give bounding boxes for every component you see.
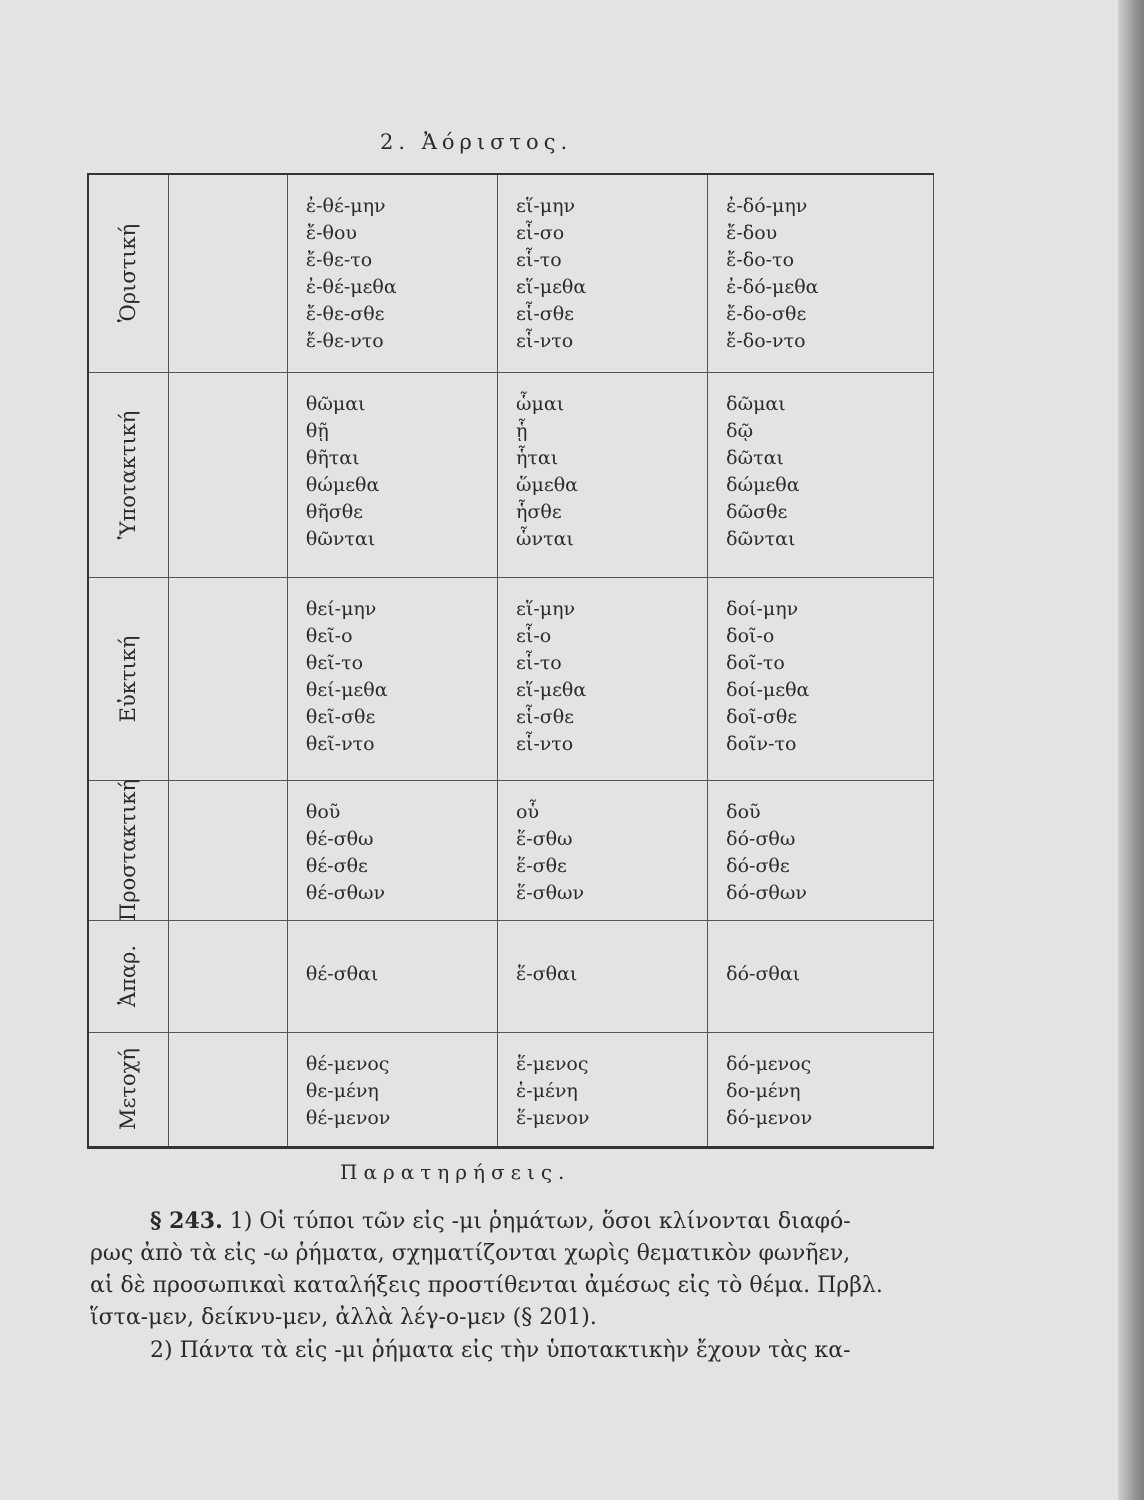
verb-column-cell	[498, 372, 708, 577]
verb-column-cell	[498, 577, 708, 780]
verb-form: ἕ-σθω	[516, 827, 573, 850]
verb-form: ἔ-δου	[726, 222, 778, 244]
verb-form: εἵ-μην	[516, 597, 576, 620]
verb-column-cell	[498, 174, 708, 372]
mood-row	[88, 372, 934, 577]
verb-form: ἔ-δο-σθε	[726, 303, 807, 325]
verb-form: ἔ-θου	[305, 222, 357, 244]
verb-form: δο-μένη	[726, 1079, 801, 1102]
verb-form: δό-μενος	[726, 1052, 812, 1075]
mood-row	[88, 920, 934, 1032]
verb-form: ἔ-θε-σθε	[305, 303, 385, 325]
verb-form: δῷ	[726, 419, 754, 442]
verb-form: ἔ-δο-το	[726, 249, 795, 271]
verb-form: θέ-σθων	[305, 881, 386, 904]
page-edge	[1118, 0, 1144, 1500]
verb-column-cell	[498, 780, 708, 920]
mood-label-cell	[88, 372, 168, 577]
verb-form: εἵ-μεθα	[516, 678, 587, 701]
verb-form: εἵ-μην	[516, 195, 576, 217]
verb-column-cell	[287, 372, 497, 577]
verb-form: θῇ	[305, 419, 329, 442]
mood-row	[88, 1032, 934, 1147]
empty-column-cell	[168, 780, 287, 920]
verb-form: ἔ-θε-ντο	[305, 330, 384, 352]
mood-label: Ὑποτακτική	[116, 410, 141, 539]
verb-form: ἕ-μενος	[516, 1052, 589, 1075]
note-1-line-2: ρως ἀπὸ τὰ εἰς -ω ῥήματα, σχηματίζονται χωρὶς θεματικὸν φωνῆεν,	[90, 1241, 851, 1266]
verb-form: εἷ-σθε	[516, 705, 574, 728]
verb-column-cell	[287, 920, 497, 1032]
verb-form: δοῦ	[726, 800, 761, 823]
mood-label: Ἀπαρ.	[116, 944, 141, 1008]
verb-form: ἧσθε	[516, 500, 562, 523]
mood-label-cell	[88, 920, 168, 1032]
mood-label-cell	[88, 1032, 168, 1147]
verb-column-cell	[708, 174, 934, 372]
verb-form: εἷ-το	[516, 249, 562, 271]
note-paragraph-1	[90, 1205, 940, 1334]
verb-form: ἕ-σθε	[516, 854, 567, 877]
verb-column-cell	[498, 1032, 708, 1147]
section-number: § 243.	[150, 1208, 223, 1234]
note-1-line-4: ἵστα-μεν, δείκνυ-μεν, ἀλλὰ λέγ-ο-μεν (§ 201).	[90, 1305, 597, 1330]
empty-column-cell	[168, 1032, 287, 1147]
verb-form: δό-σθω	[726, 827, 796, 850]
verb-form: θεί-μεθα	[305, 678, 388, 701]
verb-form: δοῖν-το	[726, 732, 797, 755]
verb-form: θεί-μην	[305, 597, 377, 620]
verb-form: θῶνται	[305, 527, 376, 550]
empty-column-cell	[168, 174, 287, 372]
verb-column-cell	[498, 920, 708, 1032]
verb-form: ἐ-δό-μην	[726, 195, 808, 217]
verb-form: εἷ-το	[516, 651, 562, 674]
verb-form: δῶσθε	[726, 500, 788, 523]
section-title: 2. Ἀόριστος.	[380, 130, 573, 154]
verb-form: ἕ-σθων	[516, 881, 585, 904]
verb-column-cell	[708, 577, 934, 780]
verb-form: δῶμαι	[726, 392, 786, 415]
verb-form: θέ-σθαι	[305, 962, 379, 985]
verb-form: ἕ-μενον	[516, 1106, 590, 1129]
verb-form: δῶται	[726, 446, 784, 469]
verb-column-cell	[708, 780, 934, 920]
note-1-line-1	[150, 1205, 940, 1238]
verb-form: εἷ-ο	[516, 624, 552, 647]
verb-form: εἵ-μεθα	[516, 276, 587, 298]
mood-label: Εὐκτική	[116, 635, 141, 722]
verb-form: ἔ-θε-το	[305, 249, 373, 271]
verb-column-cell	[287, 780, 497, 920]
verb-form: εἷ-σθε	[516, 303, 574, 325]
verb-form: ὧμαι	[516, 392, 565, 415]
verb-form: θῆσθε	[305, 500, 363, 523]
verb-form: δοί-μην	[726, 597, 799, 620]
verb-form: θεῖ-το	[305, 651, 364, 674]
empty-column-cell	[168, 577, 287, 780]
verb-column-cell	[287, 577, 497, 780]
verb-form: θέ-σθε	[305, 854, 368, 877]
aorist-paradigm-table	[87, 173, 934, 1149]
verb-form: θέ-μενον	[305, 1106, 391, 1129]
verb-form: ἑ-μένη	[516, 1079, 578, 1102]
empty-column-cell	[168, 920, 287, 1032]
verb-form: δοῖ-σθε	[726, 705, 798, 728]
verb-form: δώμεθα	[726, 473, 800, 496]
verb-form: ἧται	[516, 446, 559, 469]
verb-form: θῆται	[305, 446, 360, 469]
verb-form: δό-σθαι	[726, 962, 801, 985]
verb-form: θέ-μενος	[305, 1052, 390, 1075]
mood-label-cell	[88, 577, 168, 780]
mood-label: Μετοχή	[116, 1048, 141, 1130]
verb-form: οὗ	[516, 800, 540, 823]
verb-form: θεῖ-ντο	[305, 732, 375, 755]
verb-form: θεῖ-σθε	[305, 705, 376, 728]
verb-column-cell	[708, 372, 934, 577]
verb-form: δοῖ-το	[726, 651, 785, 674]
verb-form: θῶμαι	[305, 392, 366, 415]
verb-form: θέ-σθω	[305, 827, 374, 850]
verb-form: ἕ-σθαι	[516, 962, 578, 985]
verb-form: θώμεθα	[305, 473, 380, 496]
mood-label: Ὁριστική	[116, 223, 141, 323]
verb-form: θεῖ-ο	[305, 624, 353, 647]
mood-row	[88, 780, 934, 920]
verb-form: ἐ-θέ-μην	[305, 195, 386, 217]
mood-label: Προστακτική	[116, 778, 141, 922]
verb-form: ἐ-θέ-μεθα	[305, 276, 397, 298]
verb-form: ἔ-δο-ντο	[726, 330, 806, 352]
mood-row	[88, 577, 934, 780]
note-1-line-3: αἱ δὲ προσωπικαὶ καταλήξεις προστίθενται ἀμέσως εἰς τὸ θέμα. Πρβλ.	[90, 1273, 883, 1298]
empty-column-cell	[168, 372, 287, 577]
verb-form: ὧνται	[516, 527, 574, 550]
verb-form: εἷ-ντο	[516, 330, 574, 352]
mood-label-cell	[88, 780, 168, 920]
note-2-line-1: 2) Πάντα τὰ εἰς -μι ῥήματα εἰς τὴν ὑποτακτικὴν ἔχουν τὰς κα-	[150, 1338, 851, 1363]
notes-title: Παρατηρήσεις.	[340, 1160, 571, 1184]
mood-row	[88, 174, 934, 372]
note-1-text-1: 1) Οἱ τύποι τῶν εἰς -μι ῥημάτων, ὅσοι κλίνονται διαφό-	[229, 1209, 851, 1234]
verb-form: δοί-μεθα	[726, 678, 810, 701]
verb-form: δό-μενον	[726, 1106, 813, 1129]
verb-column-cell	[287, 174, 497, 372]
verb-form: δό-σθων	[726, 881, 807, 904]
verb-column-cell	[708, 1032, 934, 1147]
verb-form: εἷ-σο	[516, 222, 565, 244]
verb-form: δό-σθε	[726, 854, 790, 877]
verb-form: ἐ-δό-μεθα	[726, 276, 819, 298]
note-paragraph-2	[150, 1335, 940, 1367]
verb-column-cell	[708, 920, 934, 1032]
verb-form: θοῦ	[305, 800, 341, 823]
mood-label-cell	[88, 174, 168, 372]
verb-form: ὥμεθα	[516, 473, 578, 496]
verb-form: εἷ-ντο	[516, 732, 574, 755]
verb-form: δοῖ-ο	[726, 624, 775, 647]
verb-form: ᾗ	[516, 419, 528, 442]
verb-form: δῶνται	[726, 527, 796, 550]
verb-form: θε-μένη	[305, 1079, 379, 1102]
verb-column-cell	[287, 1032, 497, 1147]
